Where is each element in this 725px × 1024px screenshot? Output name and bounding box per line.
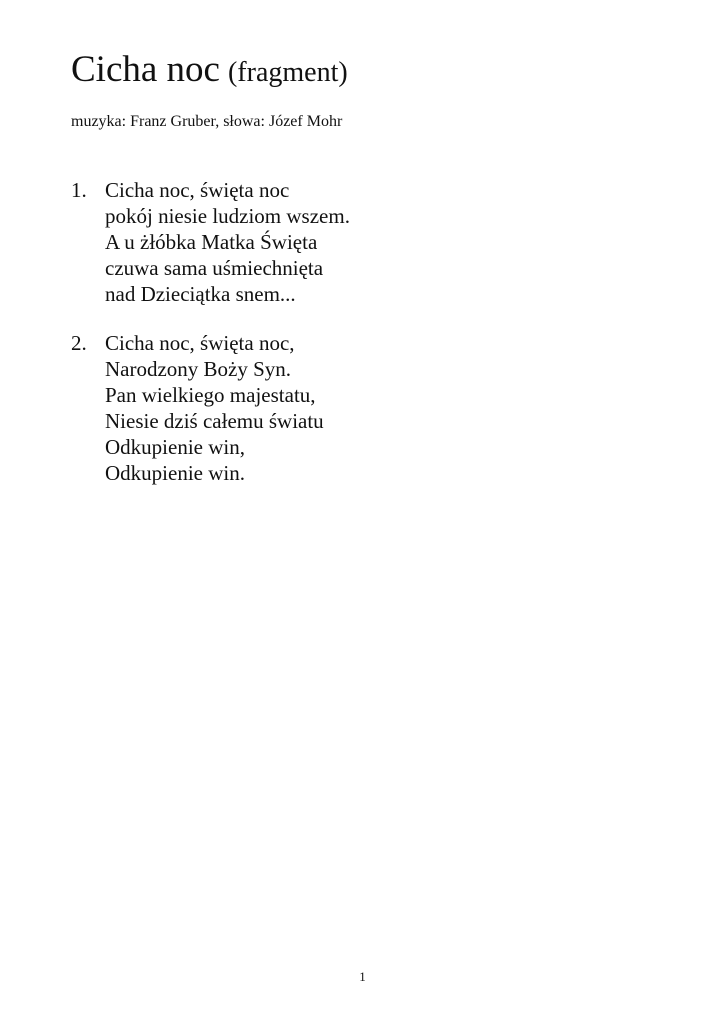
verse-line: Odkupienie win. <box>105 461 245 485</box>
verse-line: Niesie dziś całemu światu <box>105 409 324 433</box>
verse-number: 1. <box>71 178 87 202</box>
verse-line: czuwa sama uśmiechnięta <box>105 256 324 280</box>
verse-line: pokój niesie ludziom wszem. <box>105 204 350 228</box>
verse-line: Pan wielkiego majestatu, <box>105 383 316 407</box>
verse-list <box>71 177 350 509</box>
verse-line: Narodzony Boży Syn. <box>105 357 292 381</box>
verse-line: Odkupienie win, <box>105 435 245 459</box>
verse-number: 2. <box>71 331 87 355</box>
page-title <box>71 48 348 95</box>
song-credits: muzyka: Franz Gruber, słowa: Józef Mohr <box>71 113 343 130</box>
verse-line: Cicha noc, święta noc, <box>105 331 295 355</box>
verse-line: Cicha noc, święta noc <box>105 178 290 202</box>
song-title-fragment-note: (fragment) <box>227 57 348 88</box>
verse-line: nad Dzieciątka snem... <box>105 282 296 306</box>
song-title: Cicha noc <box>71 49 220 90</box>
verse-1 <box>71 177 350 307</box>
verse-line: A u żłóbka Matka Święta <box>105 230 318 254</box>
page-number: 1 <box>359 969 366 984</box>
verse-2 <box>71 330 350 486</box>
